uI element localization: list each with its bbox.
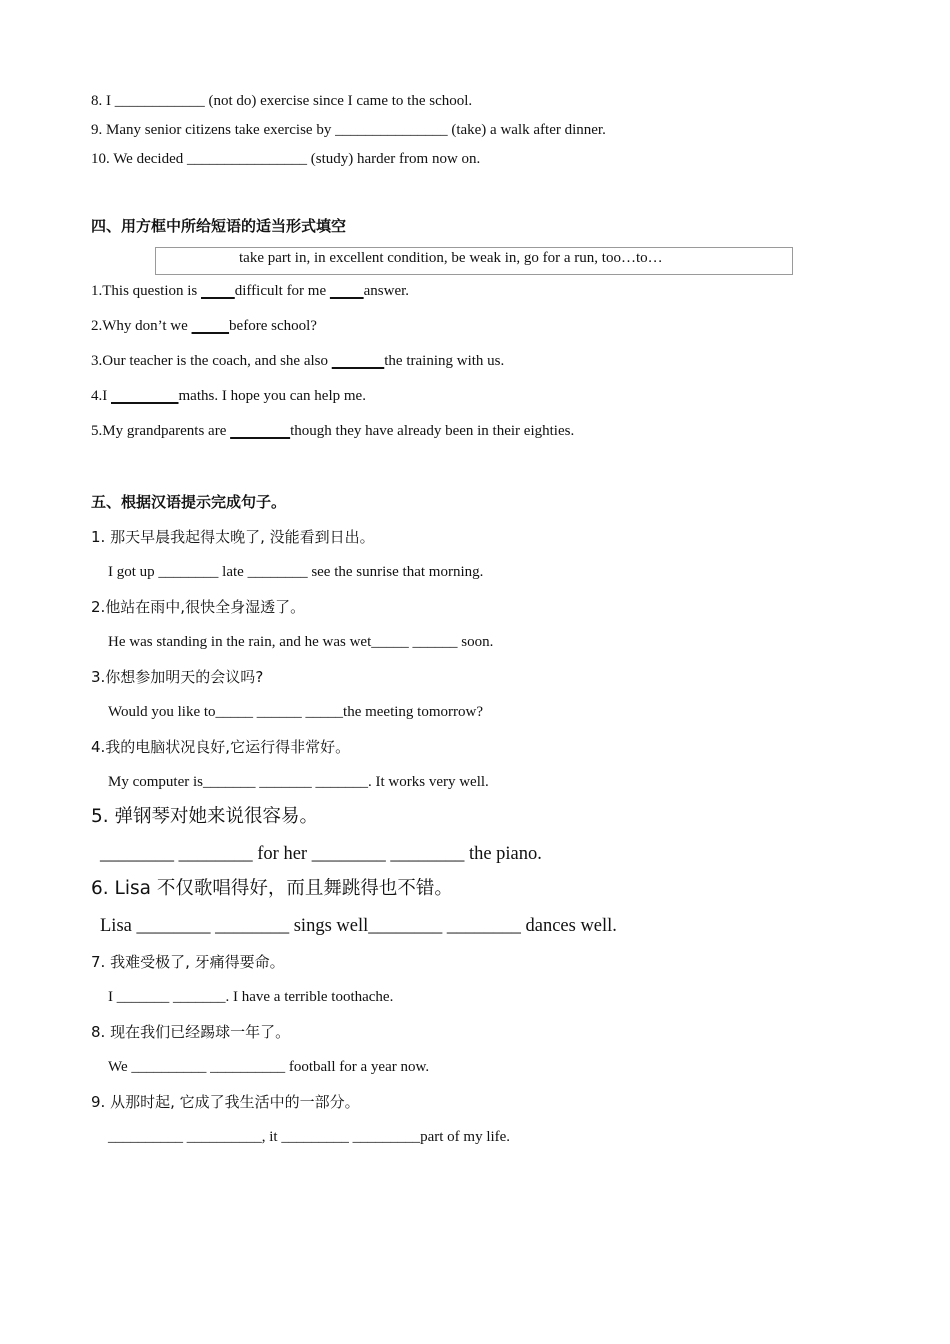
question-9: 9. Many senior citizens take exercise by _______________ (take) a walk after dinner. [91, 122, 606, 138]
s5-answer-4[interactable]: My computer is_______ _______ _______. It works very well. [108, 774, 489, 790]
s4-question-2: 2.Why don’t we before school? [91, 318, 317, 334]
s4-question-4: 4.I maths. I hope you can help me. [91, 388, 366, 404]
s4-question-5: 5.My grandparents are though they have already been in their eighties. [91, 423, 575, 439]
answer-blank[interactable] [330, 283, 364, 299]
s5-prompt-2: 2.他站在雨中,很快全身湿透了。 [91, 598, 306, 616]
section-5-heading: 五、根据汉语提示完成句子。 [91, 493, 287, 511]
s5-prompt-1: 1. 那天早晨我起得太晚了, 没能看到日出。 [91, 528, 375, 546]
word-box [155, 247, 793, 275]
answer-blank[interactable] [201, 283, 235, 299]
s5-answer-2[interactable]: He was standing in the rain, and he was wet_____ ______ soon. [108, 634, 494, 650]
section-4-heading: 四、用方框中所给短语的适当形式填空 [91, 217, 347, 235]
s5-answer-7[interactable]: I _______ _______. I have a terrible toothache. [108, 989, 394, 1005]
s5-answer-3[interactable]: Would you like to_____ ______ _____the meeting tomorrow? [108, 704, 483, 720]
answer-blank[interactable] [332, 353, 385, 369]
s5-answer-1[interactable]: I got up ________ late ________ see the sunrise that morning. [108, 564, 484, 580]
s5-prompt-4: 4.我的电脑状况良好,它运行得非常好。 [91, 738, 351, 756]
answer-blank[interactable] [192, 318, 230, 334]
s5-prompt-9: 9. 从那时起, 它成了我生活中的一部分。 [91, 1093, 360, 1111]
answer-blank[interactable] [230, 423, 290, 439]
s4-question-1: 1.This question is difficult for me answer. [91, 283, 410, 299]
answer-blank[interactable] [111, 388, 179, 404]
s4-question-3: 3.Our teacher is the coach, and she also the training with us. [91, 353, 505, 369]
word-box-phrases: take part in, in excellent condition, be weak in, go for a run, too…to… [239, 250, 663, 266]
question-8: 8. I ____________ (not do) exercise since I came to the school. [91, 93, 473, 109]
question-10: 10. We decided ________________ (study) harder from now on. [91, 151, 481, 167]
s5-answer-6[interactable]: Lisa ________ ________ sings well________ ________ dances well. [100, 916, 617, 936]
s5-answer-8[interactable]: We __________ __________ football for a year now. [108, 1059, 430, 1075]
s5-prompt-3: 3.你想参加明天的会议吗? [91, 668, 264, 686]
s5-prompt-8: 8. 现在我们已经踢球一年了。 [91, 1023, 291, 1041]
s5-prompt-7: 7. 我难受极了, 牙痛得要命。 [91, 953, 285, 971]
s5-prompt-5: 5. 弹钢琴对她来说很容易。 [91, 806, 319, 827]
s5-prompt-6: 6. Lisa 不仅歌唱得好，而且舞跳得也不错。 [91, 878, 453, 899]
s5-answer-5[interactable]: ________ ________ for her ________ ________ the piano. [100, 844, 542, 864]
s5-answer-9[interactable]: __________ __________, it _________ _________part of my life. [108, 1129, 511, 1145]
